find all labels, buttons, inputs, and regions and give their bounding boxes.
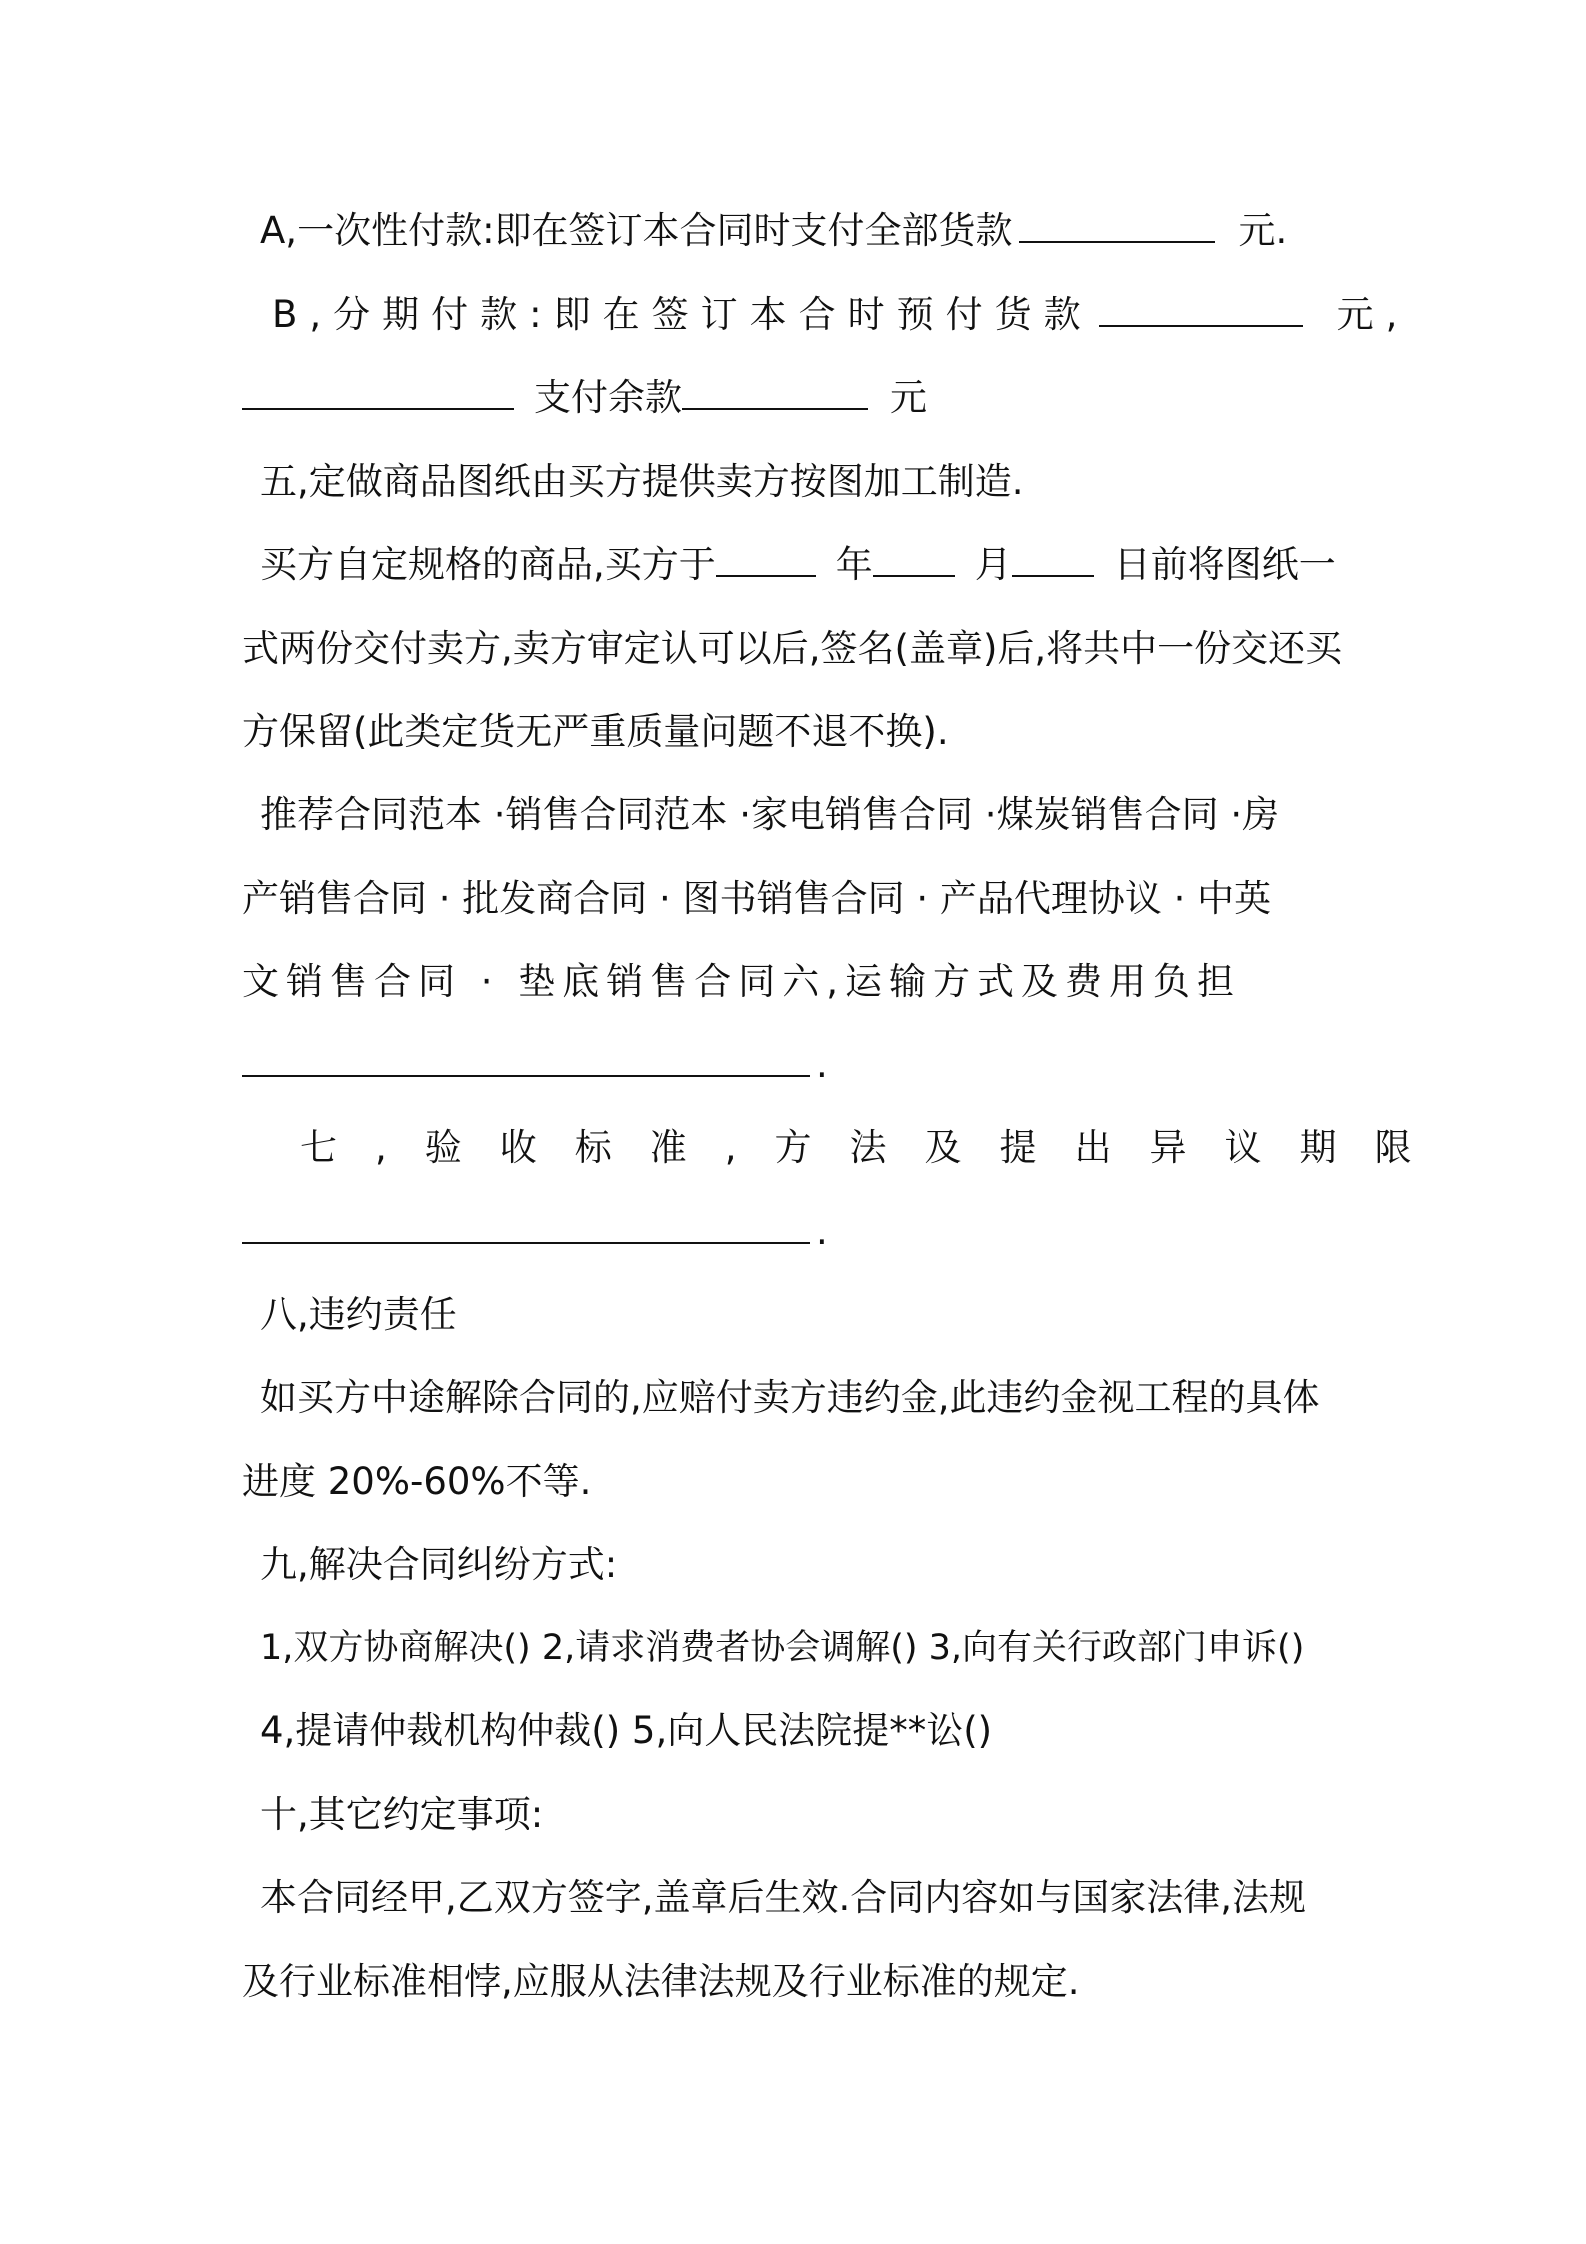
payment-b-cont-unit: 元 [890,376,927,419]
clause10-line1: 本合同经甲,乙双方签字,盖章后生效.合同内容如与国家法律,法规 [260,1876,1307,1919]
payment-b-date-blank [242,378,514,410]
clause5-suffix: 日前将图纸一 [1113,543,1336,586]
clause7-blank-line [242,1208,1354,1256]
clause7-end: . [816,1210,828,1253]
payment-b-blank [1099,295,1303,327]
recommend-line2: 产销售合同 · 批发商合同 · 图书销售合同 · 产品代理协议 · 中英 [242,877,1272,920]
recommend-line1: 推荐合同范本 ·销售合同范本 ·家电销售合同 ·煤炭销售合同 ·房 [260,793,1280,836]
payment-b-text: B,分期付款:即在签订本合时预付货款 [272,293,1093,336]
clause5-line3: 方保留(此类定货无严重质量问题不退不换). [242,710,949,753]
clause6-blank [242,1045,810,1077]
clause5-month: 月 [974,543,1012,586]
payment-b-cont-text: 支付余款 [534,376,682,419]
clause5-year: 年 [835,543,873,586]
payment-a-unit: 元. [1238,209,1288,252]
clause8-line2: 进度 20%-60%不等. [242,1460,592,1503]
clause5-line1 [260,541,1354,589]
clause5-title: 五,定做商品图纸由买方提供卖方按图加工制造. [260,460,1024,503]
clause8-title: 八,违约责任 [260,1293,457,1336]
clause6-blank-line [242,1041,1354,1089]
clause7-blank [242,1212,810,1244]
clause5-month-blank [873,545,955,577]
clause5-prefix: 买方自定规格的商品,买方于 [260,543,716,586]
clause10-line2: 及行业标准相悖,应服从法律法规及行业标准的规定. [242,1960,1080,2003]
payment-b-rest-blank [682,378,868,410]
clause9-title: 九,解决合同纠纷方式: [260,1543,618,1586]
clause5-line2: 式两份交付卖方,卖方审定认可以后,签名(盖章)后,将共中一份交还买 [242,627,1343,670]
payment-a-text: A,一次性付款:即在签订本合同时支付全部货款 [260,209,1013,252]
clause8-line1: 如买方中途解除合同的,应赔付卖方违约金,此违约金视工程的具体 [260,1376,1320,1419]
clause7-title: 七,验收标准,方法及提出异议期限 [300,1126,1450,1169]
clause9-line2: 4,提请仲裁机构仲裁() 5,向人民法院提**讼() [260,1709,993,1752]
clause9-line1: 1,双方协商解决() 2,请求消费者协会调解() 3,向有关行政部门申诉() [260,1628,1305,1668]
clause10-title: 十,其它约定事项: [260,1793,544,1836]
clause5-year-blank [716,545,816,577]
clause6-end: . [816,1043,828,1086]
payment-a-line [260,207,1354,255]
payment-b-cont-line [242,374,1354,422]
clause5-day-blank [1012,545,1094,577]
payment-b-unit: 元, [1336,293,1410,336]
recommend-line3: 文销售合同 · 垫底销售合同六,运输方式及费用负担 [242,960,1242,1003]
payment-a-blank [1019,211,1215,243]
payment-b-line [272,291,1410,339]
